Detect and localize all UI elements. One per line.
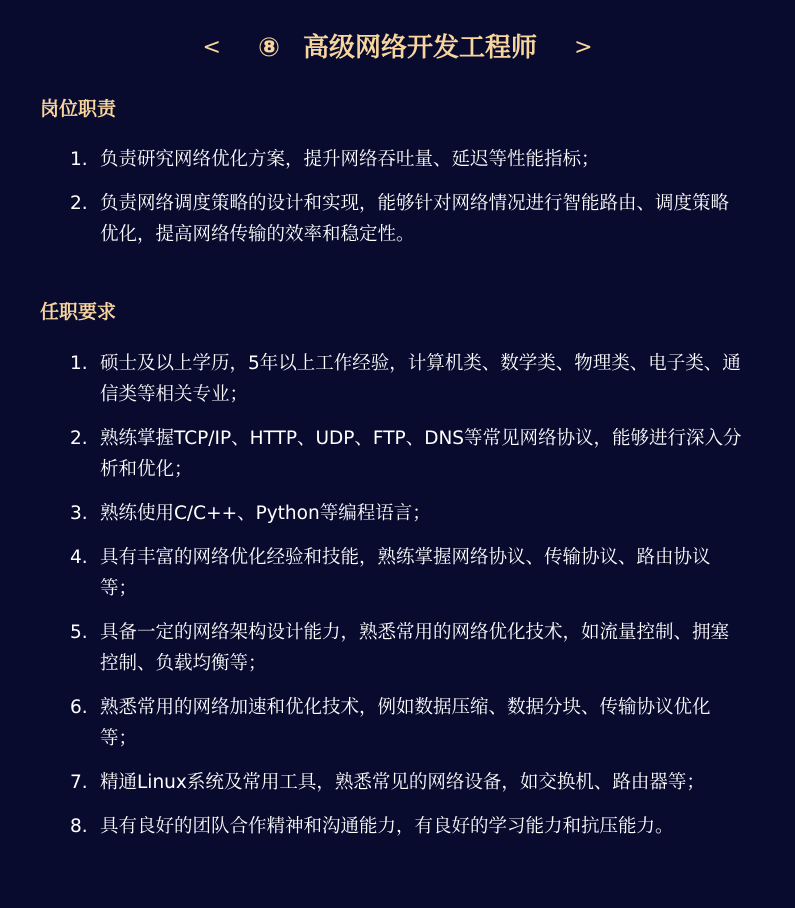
requirements-list (66, 348, 746, 855)
list-item-index: 1. (70, 149, 88, 170)
list-item-index: 7. (70, 772, 88, 793)
job-title-bar (0, 22, 795, 72)
list-item-index: 2. (70, 193, 88, 214)
responsibilities-list (66, 144, 746, 263)
list-item (66, 423, 746, 485)
list-item-text: 负责网络调度策略的设计和实现，能够针对网络情况进行智能路由、调度策略优化，提高网络传输的效率和稳定性。 (100, 193, 730, 245)
responsibilities-heading: 岗位职责 (40, 98, 117, 120)
list-item-index: 1. (70, 353, 88, 374)
list-item-text: 硕士及以上学历，5年以上工作经验，计算机类、数学类、物理类、电子类、通信类等相关专业； (100, 353, 741, 405)
prev-arrow-icon[interactable]: < (202, 34, 221, 60)
list-item-text: 熟练使用C/C++、Python等编程语言； (100, 503, 431, 524)
job-title: 高级网络开发工程师 (303, 32, 538, 63)
list-item-index: 5. (70, 622, 88, 643)
list-item-text: 具备一定的网络架构设计能力，熟悉常用的网络优化技术，如流量控制、拥塞控制、负载均衡等； (100, 622, 730, 674)
list-item (66, 811, 746, 842)
list-item-text: 精通Linux系统及常用工具，熟悉常见的网络设备，如交换机、路由器等； (100, 772, 705, 793)
list-item-index: 8. (70, 816, 88, 837)
list-item-index: 3. (70, 503, 88, 524)
job-number-badge: ⑧ (257, 32, 280, 63)
list-item-text: 负责研究网络优化方案，提升网络吞吐量、延迟等性能指标； (100, 149, 600, 170)
list-item (66, 348, 746, 410)
list-item (66, 692, 746, 754)
requirements-heading: 任职要求 (40, 301, 117, 323)
list-item-text: 具有良好的团队合作精神和沟通能力，有良好的学习能力和抗压能力。 (100, 816, 674, 837)
list-item (66, 498, 746, 529)
list-item (66, 188, 746, 250)
list-item-text: 熟悉常用的网络加速和优化技术，例如数据压缩、数据分块、传输协议优化等； (100, 697, 711, 749)
list-item (66, 542, 746, 604)
list-item-index: 2. (70, 428, 88, 449)
list-item (66, 767, 746, 798)
list-item (66, 144, 746, 175)
list-item-index: 4. (70, 547, 88, 568)
list-item-text: 熟练掌握TCP/IP、HTTP、UDP、FTP、DNS等常见网络协议，能够进行深入分析和优化； (100, 428, 742, 480)
list-item-text: 具有丰富的网络优化经验和技能，熟练掌握网络协议、传输协议、路由协议等； (100, 547, 711, 599)
list-item-index: 6. (70, 697, 88, 718)
list-item (66, 617, 746, 679)
next-arrow-icon[interactable]: > (574, 34, 593, 60)
